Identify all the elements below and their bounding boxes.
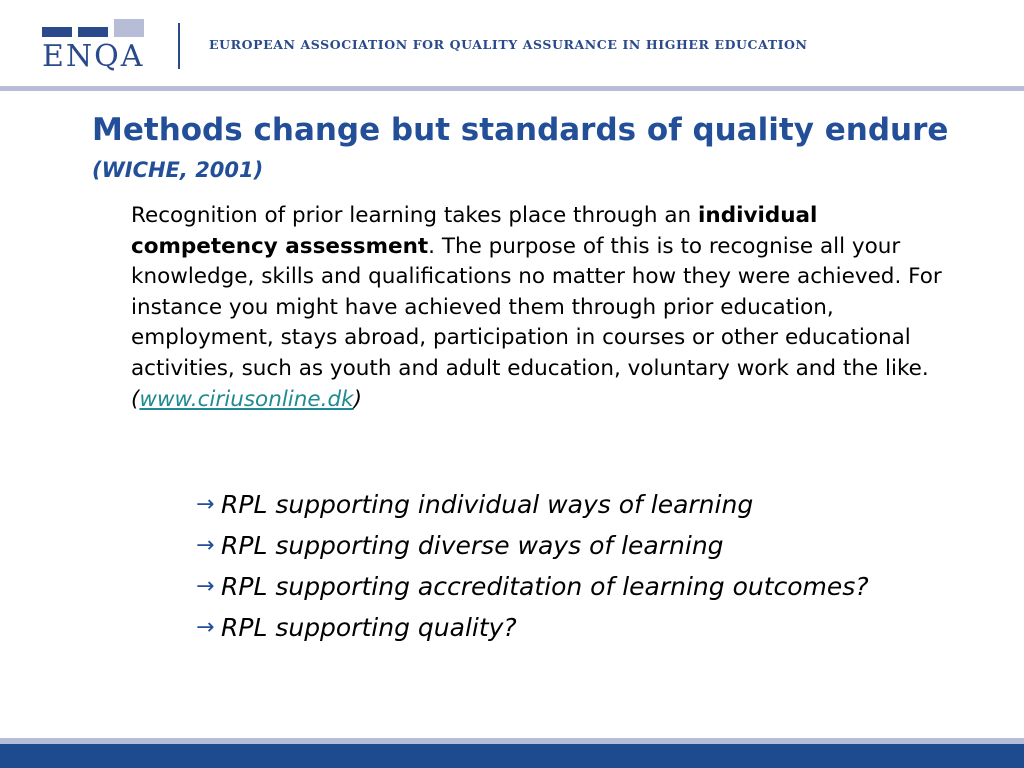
bullet-text: RPL supporting accreditation of learning outcomes?	[221, 572, 869, 601]
slide-title	[92, 112, 952, 189]
arrow-right-icon: →	[196, 574, 215, 599]
bullet-item	[196, 570, 876, 603]
enqa-logo-text: ENQA	[42, 39, 145, 74]
arrow-right-icon: →	[196, 615, 215, 640]
footer-bar	[0, 744, 1024, 768]
bullet-list	[196, 488, 876, 652]
header-rule	[0, 86, 1024, 91]
link-close-paren: )	[353, 386, 362, 412]
title-citation: (WICHE, 2001)	[92, 158, 264, 182]
paragraph-text-2: . The purpose of this is to recognise all your knowledge, skills and qualifications no matter how they were achieved. For instance you might have achieved them through prior education, employment, stays abroad, participation in courses or other educational activities, such as youth and adult education, voluntary work and the like.	[131, 233, 942, 381]
paragraph-text-1: Recognition of prior learning takes place through an	[131, 203, 699, 228]
header-divider	[178, 23, 180, 69]
body-paragraph	[131, 201, 946, 415]
bullet-item	[196, 488, 876, 521]
bullet-text: RPL supporting diverse ways of learning	[221, 531, 724, 560]
link-open-paren: (	[131, 386, 140, 412]
arrow-right-icon: →	[196, 533, 215, 558]
bullet-item	[196, 611, 876, 644]
paragraph-bold: individual competency assessment	[131, 203, 818, 259]
bullet-text: RPL supporting quality?	[221, 613, 517, 642]
slide-title-text: Methods change but standards of quality endure	[92, 112, 949, 148]
ciriusonline-link[interactable]: www.ciriusonline.dk	[139, 386, 354, 412]
organization-name: EUROPEAN ASSOCIATION FOR QUALITY ASSURANCE IN HIGHER EDUCATION	[209, 37, 808, 52]
arrow-right-icon: →	[196, 492, 215, 517]
bullet-item	[196, 529, 876, 562]
bullet-text: RPL supporting individual ways of learning	[221, 490, 754, 519]
